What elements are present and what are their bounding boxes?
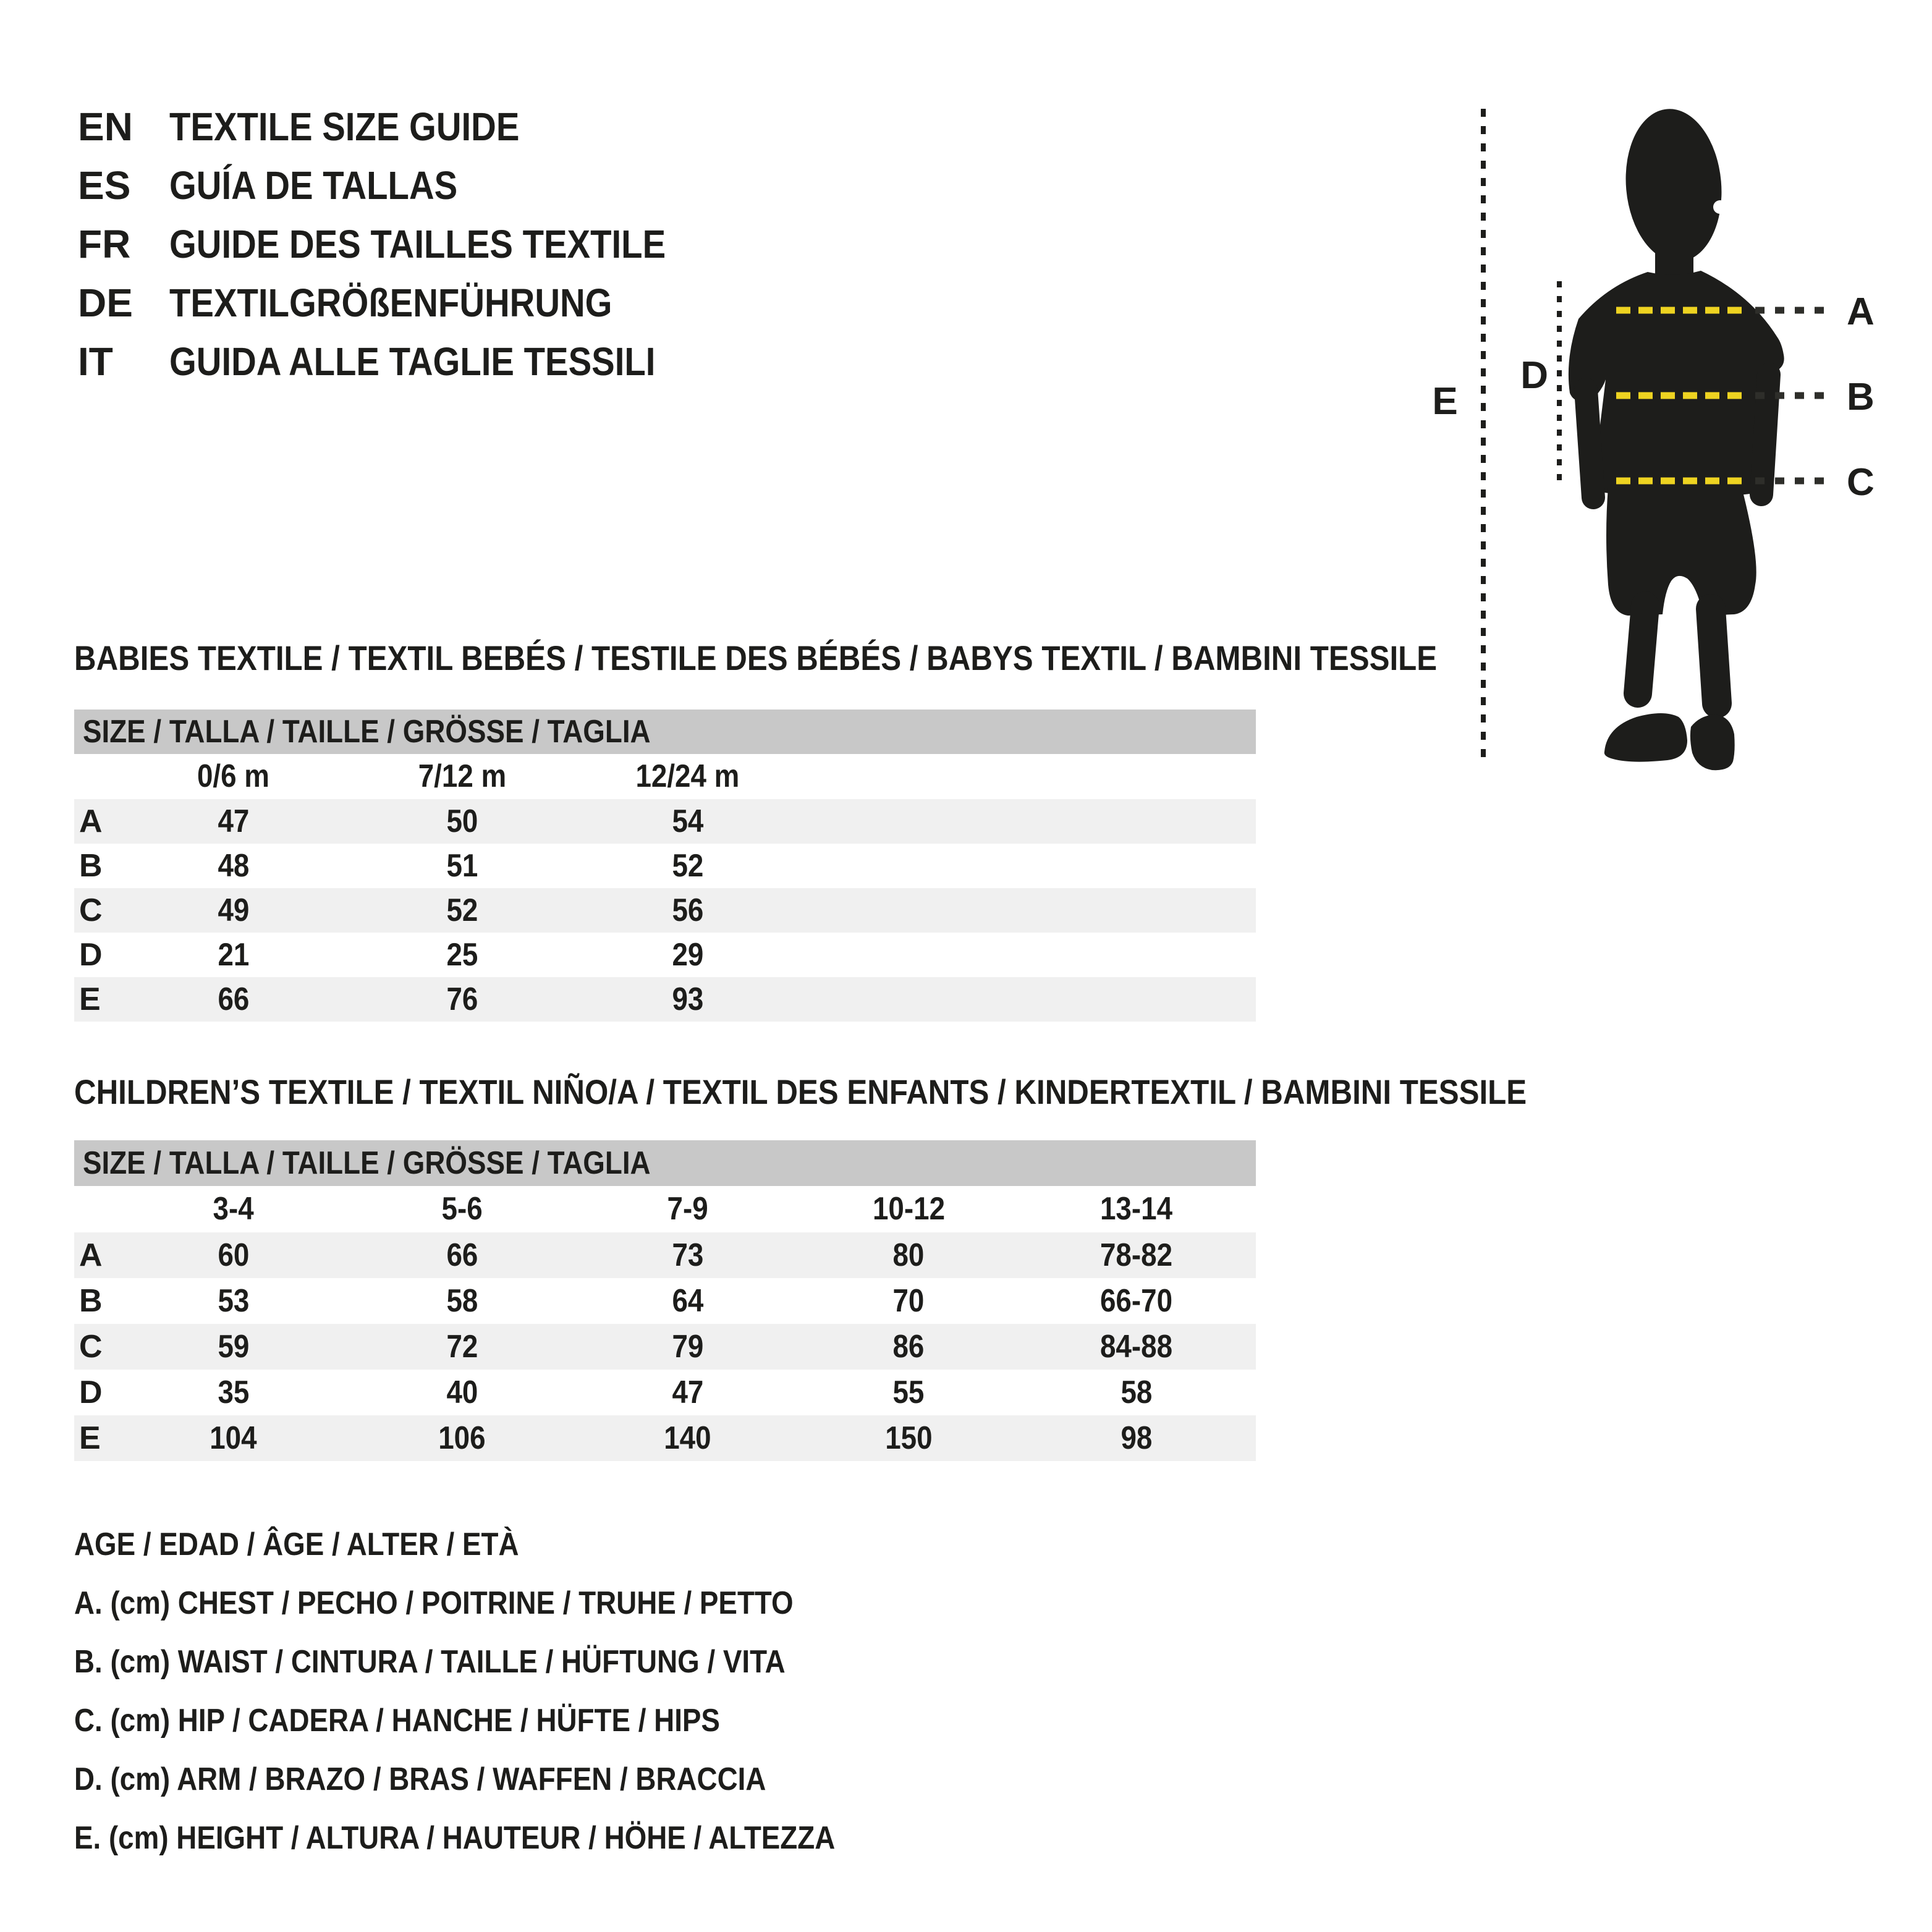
silhouette-right-shoe — [1690, 714, 1735, 770]
value-text: 40 — [446, 1375, 478, 1410]
row-label-text: C — [79, 1329, 103, 1365]
row-label — [74, 1278, 117, 1324]
lang-code: FR — [78, 222, 131, 266]
value-text: 55 — [892, 1375, 925, 1410]
row-label-text: A — [79, 803, 103, 839]
legend-height — [74, 1809, 939, 1868]
value-text: 25 — [446, 937, 478, 973]
value-text: 56 — [672, 892, 703, 928]
row-label — [74, 844, 117, 888]
lang-title: GUIDA ALLE TAGLIE TESSILI — [169, 339, 656, 384]
value-cell — [575, 1232, 800, 1278]
row-label-text: D — [79, 1375, 103, 1410]
column-header — [117, 754, 349, 799]
value-cell — [117, 933, 349, 977]
children-size-header-bar — [74, 1140, 1256, 1186]
row-label-text: E — [79, 981, 101, 1017]
legend-text: C. (cm) HIP / CADERA / HANCHE / HÜFTE / HIPS — [74, 1703, 720, 1739]
row-label — [74, 888, 117, 933]
language-header — [78, 98, 734, 391]
column-header — [349, 1186, 575, 1232]
value-cell — [117, 1415, 349, 1461]
value-text: 70 — [892, 1283, 925, 1319]
value-text: 47 — [672, 1375, 703, 1410]
value-cell — [575, 844, 800, 888]
table-row — [74, 1232, 1256, 1278]
value-text: 51 — [446, 848, 478, 884]
lang-row-it — [78, 333, 734, 391]
value-text: 78-82 — [1099, 1237, 1173, 1273]
table-row — [74, 1415, 1256, 1461]
filler-cell — [800, 933, 1256, 977]
row-label — [74, 1415, 117, 1461]
value-cell — [1017, 1232, 1256, 1278]
legend-age — [74, 1515, 939, 1574]
value-text: 84-88 — [1099, 1329, 1173, 1365]
column-header-text: 3-4 — [213, 1191, 254, 1227]
value-cell — [800, 1415, 1017, 1461]
filler-cell — [800, 888, 1256, 933]
value-text: 50 — [446, 803, 478, 839]
column-header-text: 0/6 m — [197, 758, 270, 794]
value-cell — [349, 1415, 575, 1461]
value-cell — [349, 799, 575, 844]
value-cell — [800, 1324, 1017, 1370]
label-d: D — [1520, 354, 1548, 397]
row-label — [74, 1232, 117, 1278]
value-text: 150 — [884, 1420, 933, 1456]
lang-title: TEXTILGRÖßENFÜHRUNG — [169, 281, 612, 325]
legend-arm — [74, 1750, 939, 1809]
row-label — [74, 1324, 117, 1370]
size-header-text: SIZE / TALLA / TAILLE / GRÖSSE / TAGLIA — [83, 714, 651, 750]
value-text: 80 — [892, 1237, 925, 1273]
value-text: 21 — [218, 937, 249, 973]
row-label — [74, 977, 117, 1022]
column-header-text: 5-6 — [441, 1191, 483, 1227]
label-c: C — [1847, 461, 1875, 504]
row-label-text: D — [79, 937, 103, 973]
value-cell — [349, 844, 575, 888]
value-text: 35 — [218, 1375, 249, 1410]
value-cell — [117, 1278, 349, 1324]
row-label-text: B — [79, 848, 103, 884]
legend-chest — [74, 1574, 939, 1633]
babies-column-header-row — [74, 754, 1256, 799]
label-a: A — [1847, 290, 1875, 333]
value-cell — [117, 844, 349, 888]
table-row — [74, 888, 1256, 933]
value-cell — [349, 977, 575, 1022]
value-cell — [575, 1370, 800, 1415]
value-text: 49 — [218, 892, 249, 928]
lang-code: EN — [78, 104, 133, 149]
column-header — [349, 754, 575, 799]
lang-row-fr — [78, 215, 734, 274]
filler-cell — [800, 844, 1256, 888]
value-cell — [575, 977, 800, 1022]
legend-text: D. (cm) ARM / BRAZO / BRAS / WAFFEN / BRACCIA — [74, 1761, 766, 1797]
silhouette-left-shoe — [1604, 713, 1687, 762]
lang-title: GUIDE DES TAILLES TEXTILE — [169, 222, 666, 266]
value-text: 66 — [218, 981, 249, 1017]
empty-cell — [74, 754, 117, 799]
table-row — [74, 799, 1256, 844]
column-header-text: 7-9 — [667, 1191, 708, 1227]
column-header — [575, 754, 800, 799]
value-text: 64 — [672, 1283, 703, 1319]
label-e: E — [1432, 380, 1458, 423]
filler-cell — [800, 754, 1256, 799]
value-cell — [349, 933, 575, 977]
value-text: 66 — [446, 1237, 478, 1273]
value-cell — [800, 1232, 1017, 1278]
value-cell — [575, 799, 800, 844]
column-header-text: 7/12 m — [418, 758, 506, 794]
children-size-table — [74, 1140, 1256, 1461]
row-label — [74, 799, 117, 844]
value-cell — [349, 888, 575, 933]
value-cell — [575, 1324, 800, 1370]
row-label-text: A — [79, 1237, 103, 1273]
measurement-legend — [74, 1515, 939, 1868]
value-cell — [117, 888, 349, 933]
silhouette-hair-notch — [1713, 200, 1727, 214]
babies-title-text: BABIES TEXTILE / TEXTIL BEBÉS / TESTILE DES BÉBÉS / BABYS TEXTIL / BAMBINI TESSILE — [74, 638, 1438, 677]
value-text: 29 — [672, 937, 703, 973]
legend-waist — [74, 1633, 939, 1692]
value-text: 104 — [210, 1420, 257, 1456]
value-cell — [1017, 1415, 1256, 1461]
silhouette-left-forearm — [1586, 389, 1593, 498]
measurement-figure — [1421, 93, 1932, 785]
value-cell — [349, 1278, 575, 1324]
value-text: 93 — [672, 981, 703, 1017]
lang-row-de — [78, 274, 734, 333]
value-text: 76 — [446, 981, 478, 1017]
value-cell — [349, 1232, 575, 1278]
filler-cell — [800, 799, 1256, 844]
column-header — [117, 1186, 349, 1232]
empty-cell — [74, 1186, 117, 1232]
legend-text: B. (cm) WAIST / CINTURA / TAILLE / HÜFTUNG / VITA — [74, 1644, 786, 1680]
value-cell — [117, 977, 349, 1022]
children-section-title — [74, 1070, 1725, 1114]
value-cell — [117, 799, 349, 844]
legend-text: A. (cm) CHEST / PECHO / POITRINE / TRUHE / PETTO — [74, 1585, 794, 1621]
table-row — [74, 844, 1256, 888]
silhouette-left-leg — [1638, 606, 1645, 693]
babies-section-title — [74, 637, 1623, 680]
value-text: 58 — [446, 1283, 478, 1319]
value-cell — [1017, 1278, 1256, 1324]
babies-size-table — [74, 710, 1256, 1022]
row-label — [74, 1370, 117, 1415]
value-cell — [575, 1278, 800, 1324]
row-label — [74, 933, 117, 977]
lang-row-es — [78, 156, 734, 215]
column-header-text: 13-14 — [1099, 1191, 1173, 1227]
value-cell — [349, 1324, 575, 1370]
column-header — [800, 1186, 1017, 1232]
column-header-text: 12/24 m — [635, 758, 740, 794]
table-row — [74, 1370, 1256, 1415]
value-text: 140 — [664, 1420, 711, 1456]
children-title-text: CHILDREN’S TEXTILE / TEXTIL NIÑO/A / TEXTIL DES ENFANTS / KINDERTEXTIL / BAMBINI TESSILE — [74, 1072, 1527, 1111]
value-text: 58 — [1121, 1375, 1152, 1410]
silhouette-right-leg — [1711, 609, 1717, 703]
table-row — [74, 1324, 1256, 1370]
legend-text: E. (cm) HEIGHT / ALTURA / HAUTEUR / HÖHE / ALTEZZA — [74, 1820, 836, 1856]
value-text: 60 — [218, 1237, 249, 1273]
lang-title: GUÍA DE TALLAS — [169, 163, 458, 208]
column-header-text: 10-12 — [872, 1191, 945, 1227]
table-row — [74, 933, 1256, 977]
children-column-header-row — [74, 1186, 1256, 1232]
label-b: B — [1847, 376, 1875, 418]
table-row — [74, 1278, 1256, 1324]
legend-hip — [74, 1692, 939, 1750]
lang-title: TEXTILE SIZE GUIDE — [169, 104, 520, 149]
value-text: 48 — [218, 848, 249, 884]
legend-text: AGE / EDAD / ÂGE / ALTER / ETÀ — [74, 1527, 519, 1562]
value-text: 72 — [446, 1329, 478, 1365]
value-text: 52 — [672, 848, 703, 884]
value-text: 66-70 — [1099, 1283, 1173, 1319]
row-label-text: C — [79, 892, 103, 928]
column-header — [1017, 1186, 1256, 1232]
value-text: 98 — [1121, 1420, 1152, 1456]
silhouette-shorts — [1606, 487, 1756, 616]
lang-code: DE — [78, 281, 133, 325]
value-cell — [117, 1324, 349, 1370]
lang-code: ES — [78, 163, 131, 208]
child-silhouette-diagram — [1421, 93, 1932, 785]
value-cell — [1017, 1370, 1256, 1415]
value-cell — [1017, 1324, 1256, 1370]
value-text: 52 — [446, 892, 478, 928]
row-label-text: E — [79, 1420, 101, 1456]
value-cell — [575, 933, 800, 977]
value-text: 53 — [218, 1283, 249, 1319]
value-text: 54 — [672, 803, 703, 839]
value-cell — [575, 888, 800, 933]
value-cell — [575, 1415, 800, 1461]
value-text: 86 — [892, 1329, 925, 1365]
filler-cell — [800, 977, 1256, 1022]
column-header — [575, 1186, 800, 1232]
value-cell — [349, 1370, 575, 1415]
value-text: 73 — [672, 1237, 703, 1273]
table-row — [74, 977, 1256, 1022]
value-cell — [117, 1370, 349, 1415]
babies-size-header-bar — [74, 710, 1256, 754]
value-cell — [800, 1370, 1017, 1415]
value-text: 79 — [672, 1329, 703, 1365]
row-label-text: B — [79, 1283, 103, 1319]
value-text: 106 — [438, 1420, 486, 1456]
lang-code: IT — [78, 339, 113, 384]
lang-row-en — [78, 98, 734, 156]
size-header-text: SIZE / TALLA / TAILLE / GRÖSSE / TAGLIA — [83, 1145, 651, 1181]
value-text: 47 — [218, 803, 249, 839]
value-cell — [117, 1232, 349, 1278]
value-cell — [800, 1278, 1017, 1324]
value-text: 59 — [218, 1329, 249, 1365]
